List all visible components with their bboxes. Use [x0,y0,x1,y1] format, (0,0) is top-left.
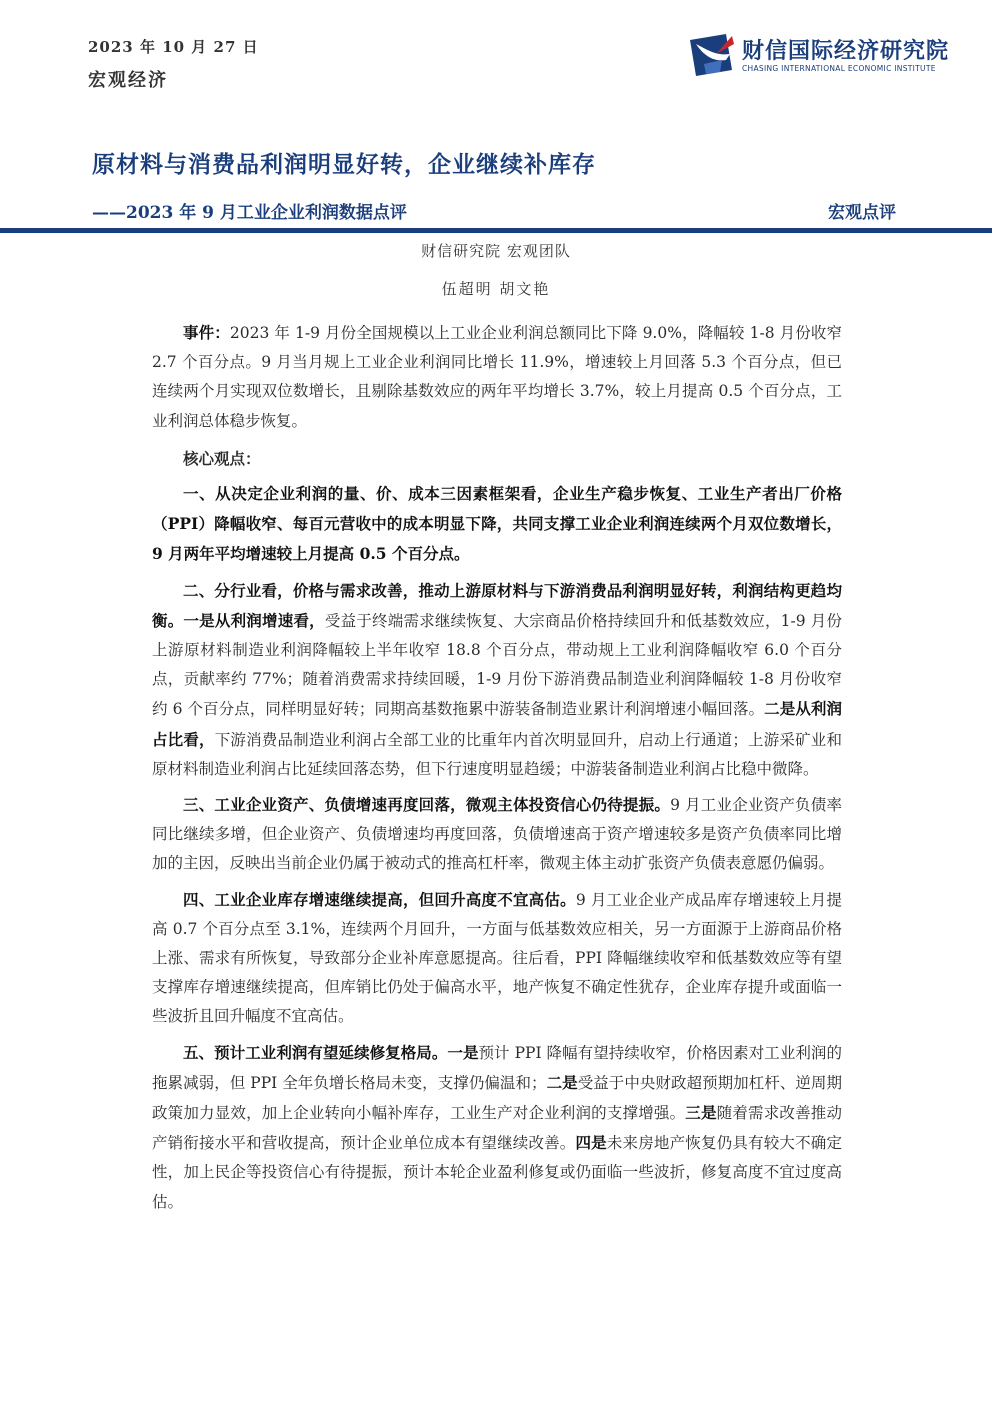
point-2-text-1: 受益于终端需求继续恢复、大宗商品价格持续回升和低基数效应，1-9 月份上游原材料制造业利润降幅较上半年收窄 18.8 个百分点，带动规上工业利润降幅收窄 6.0 个百分点，贡献率约 77%；随着消费需求持续回暖，1-9 月份下游消费品制造业利润降幅较 1-8 月份收窄约 6 个百分点，同样明显好转；同期高基数拖累中游装备制造业累计利润增速小幅回落。 [152,611,842,719]
core-views-heading: 核心观点： [183,448,261,468]
authors: 伍超明 胡文艳 [441,280,551,298]
point-5-bold-4: 四是 [575,1133,607,1153]
report-subtitle: ——2023 年 9 月工业企业利润数据点评 [92,203,407,223]
header-divider [0,228,992,233]
point-2-paragraph [152,576,842,784]
point-1-paragraph [152,479,842,570]
report-type: 宏观点评 [828,203,896,223]
point-5-text-1: 预计 PPI 降幅有望持续收窄，价格因素对工业利润的拖累减弱，但 PPI 全年负增长格局未变，支撑仍偏温和； [152,1043,842,1092]
report-body [152,318,842,1217]
point-5-bold-2: 二是 [546,1072,578,1092]
report-date: 2023 年 10 月 27 日 [88,38,259,56]
point-5-paragraph [152,1038,842,1217]
point-3-paragraph [152,790,842,879]
point-5-text-4: 未来房地产恢复仍具有较大不确定性，加上民企等投资信心有待提振，预计本轮企业盈利修复或仍面临一些波折，修复高度不宜过度高估。 [152,1134,842,1211]
point-4-text: 9 月工业企业产成品库存增速较上月提高 0.7 个百分点至 3.1%，连续两个月回升，一方面与低基数效应相关，另一方面源于上游商品价格上涨、需求有所恢复，导致部分企业补库意愿提高。往后看，PPI 降幅继续收窄和低基数效应等有望支撑库存增速继续提高，但库销比仍处于偏高水平，地产恢复不确定性犹存，企业库存提升或面临一些波折且回升幅度不宜高估。 [152,890,842,1026]
point-4-bold: 四、工业企业库存增速继续提高，但回升高度不宜高估。 [183,889,576,909]
research-team: 财信研究院 宏观团队 [421,242,571,260]
point-5-bold-3: 三是 [685,1103,717,1123]
institute-logo [686,30,950,85]
point-5-bold-1: 五、预计工业利润有望延续修复格局。一是 [183,1042,479,1062]
point-5-text-2: 受益于中央财政超预期加杠杆、逆周期政策加力显效，加上企业转向小幅补库存，工业生产对企业利润的支撑增强。 [152,1073,842,1123]
event-paragraph [152,318,842,436]
event-text: 2023 年 1-9 月份全国规模以上工业企业利润总额同比下降 9.0%，降幅较 1-8 月份收窄 2.7 个百分点。9 月当月规上工业企业利润同比增长 11.9%，增速较上月回落 5.3 个百分点，但已连续两个月实现双位数增长，且剔除基数效应的两年平均增长 3.7%，较上月提高 0.5 个百分点，工业利润总体稳步恢复。 [152,324,842,430]
point-5-text-3: 随着需求改善推动产销衔接水平和营收提高，预计企业单位成本有望继续改善。 [152,1104,842,1153]
point-1-bold: 一、从决定企业利润的量、价、成本三因素框架看，企业生产稳步恢复、工业生产者出厂价格（PPI）降幅收窄、每百元营收中的成本明显下降，共同支撑工业企业利润连续两个月双位数增长，9 月两年平均增速较上月提高 0.5 个百分点。 [152,484,842,564]
point-2-bold-2: 二是从利润占比看， [152,699,842,749]
institute-name-cn: 财信国际经济研究院 [742,39,950,64]
institute-logo-icon [686,30,738,82]
point-2-text-2: 下游消费品制造业利润占全部工业的比重年内首次明显回升，启动上行通道；上游采矿业和原材料制造业利润占比延续回落态势，但下行速度明显趋缓；中游装备制造业利润占比稳中微降。 [152,730,842,778]
point-3-bold: 三、工业企业资产、负债增速再度回落，微观主体投资信心仍待提振。 [183,795,671,815]
event-label: 事件： [183,323,230,342]
point-3-text: 9 月工业企业资产负债率同比继续多增，但企业资产、负债增速均再度回落，负债增速高于资产增速较多是资产负债率同比增加的主因，反映出当前企业仍属于被动式的推高杠杆率，微观主体主动扩张资产负债表意愿仍偏弱。 [152,796,842,873]
report-title: 原材料与消费品利润明显好转，企业继续补库存 [92,151,596,178]
institute-name-en: CHASING INTERNATIONAL ECONOMIC INSTITUTE [742,64,936,73]
point-2-bold-1: 二、分行业看，价格与需求改善，推动上游原材料与下游消费品利润明显好转，利润结构更趋均衡。一是从利润增速看， [152,580,842,630]
report-category: 宏观经济 [88,70,168,91]
point-4-paragraph [152,885,842,1032]
